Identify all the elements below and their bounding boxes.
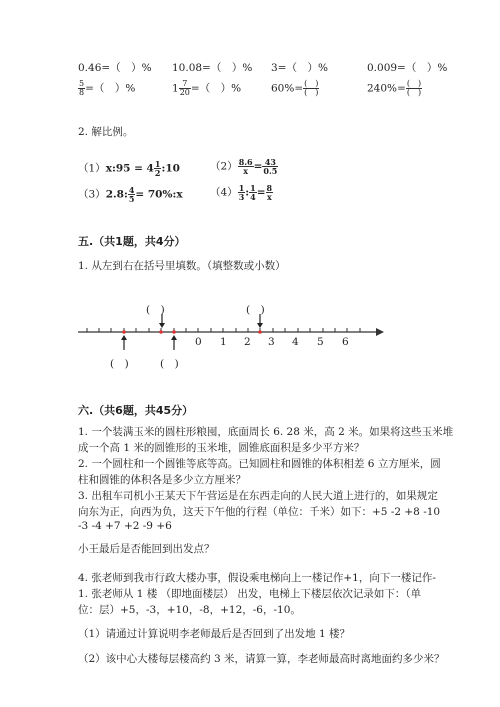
arrow-down-icon [257,323,263,328]
fraction: $\frac{1}{3}$ [238,183,245,202]
fraction: $\frac{8.6}{x}$ [238,157,253,176]
arrow-up-icon [171,335,177,340]
s6-q3-line3: -3 -4 +7 +2 -9 +6 [78,520,172,532]
tick-label-4: 4 [292,336,299,348]
conv-7: 60%= $\frac{( )}{( )}$ [271,79,319,97]
tick-label-3: 3 [268,336,275,348]
conv-3: 3=（ ）% [271,62,328,74]
s6-q3-line2: 向东为正，向西为负，这天下午他的行程（单位：千米）如下：+5 -2 +8 -10 [78,506,441,518]
conv-2: 10.08=（ ）% [172,62,253,74]
s6-q4-sub1: （1）请通过计算说明李老师最后是否回到了出发地 1 楼？ [78,628,351,640]
s6-q4-sub2: （2）该中心大楼每层楼高约 3 米，请算一算，李老师最高时离地面约多少米？ [78,653,445,665]
fraction: $\frac{1}{4}$ [250,183,256,202]
point-a [122,330,126,334]
s6-q2-line2: 柱和圆锥的体积各是多少立方厘米？ [78,474,246,486]
arrow-down-icon [159,323,165,328]
tick-label-6: 6 [342,336,349,348]
blank-top-1[interactable]: ( ) [146,304,165,316]
point-c [172,330,176,334]
s6-q4-line1: 4. 张老师到我市行政大楼办事，假设乘电梯向上一楼记作+1，向下一楼记作- [78,572,436,584]
fraction: $\frac{( )}{( )}$ [304,79,319,97]
fraction: $\frac{7}{20}$ [179,79,190,97]
point-d [258,330,262,334]
conv-1: 0.46=（ ）% [78,62,152,74]
proportion-4: （4） $\frac{1}{3}$ : $\frac{1}{4}$ = $\frac{8}{x}$ [210,183,273,202]
tick-label-0: 0 [195,336,202,348]
conv-5: $\frac{5}{8}$ =（ ）% [79,79,136,97]
fraction: $\frac{5}{8}$ [79,79,85,97]
fraction: $\frac{( )}{( )}$ [406,79,422,97]
tick-label-5: 5 [317,336,324,348]
section-6-title: 六.（共6题，共45分） [78,404,194,417]
blank-top-2[interactable]: ( ) [246,304,265,316]
fraction: $\frac{8}{x}$ [266,183,273,202]
blank-bottom-2[interactable]: ( ) [160,358,179,370]
tick-label-2: 2 [244,336,251,348]
section-5-q1: 1. 从左到右在括号里填数。（填整数或小数） [78,260,286,272]
tick-label-1: 1 [220,336,227,348]
s6-q4-line3: 位：层）+5，-3，+10，-8，+12，-6，-10。 [78,604,301,616]
fraction: $\frac{43}{0.5}$ [263,157,278,176]
proportion-2: （2） $\frac{8.6}{x}$ = $\frac{43}{0.5}$ [210,157,278,176]
s6-q3-line1: 3. 出租车司机小王某天下午营运是在东西走向的人民大道上进行的，如果规定 [78,490,438,502]
s6-q2-line1: 2. 一个圆柱和一个圆锥等底等高。已知圆柱和圆锥的体积相差 6 立方厘米，圆 [78,458,441,470]
q2-title: 2. 解比例。 [78,126,134,138]
proportion-1: （1）x:95 = 4 $\frac{1}{2}$ :10 [78,159,180,178]
point-b [159,330,163,334]
s6-q1-line1: 1. 一个装满玉米的圆柱形粮囤，底面周长 6. 28 米，高 2 米。如果将这些玉米堆 [78,426,454,438]
s6-q3-question: 小王最后是否能回到出发点？ [78,543,215,555]
proportion-3: （3）2.8: $\frac{4}{5}$ = 70%:x [78,185,183,204]
conv-6: 1 $\frac{7}{20}$ =（ ）% [172,79,242,97]
s6-q4-line2: 1. 张老师从 1 楼 （即地面楼层） 出发，电梯上下楼层依次记录如下：（单 [78,588,422,600]
s6-q1-line2: 成一个高 1 米的圆锥形的玉米堆，圆锥底面积是多少平方米？ [78,442,365,454]
blank-bottom-1[interactable]: ( ) [110,358,129,370]
conv-4: 0.009=（ ）% [367,62,448,74]
conv-8: 240%= $\frac{( )}{( )}$ [367,79,422,97]
fraction: $\frac{1}{2}$ [154,159,161,178]
section-5-title: 五.（共1题，共4分） [78,235,186,248]
arrow-up-icon [121,335,127,340]
arrowhead-icon [376,328,384,336]
fraction: $\frac{4}{5}$ [128,185,135,204]
